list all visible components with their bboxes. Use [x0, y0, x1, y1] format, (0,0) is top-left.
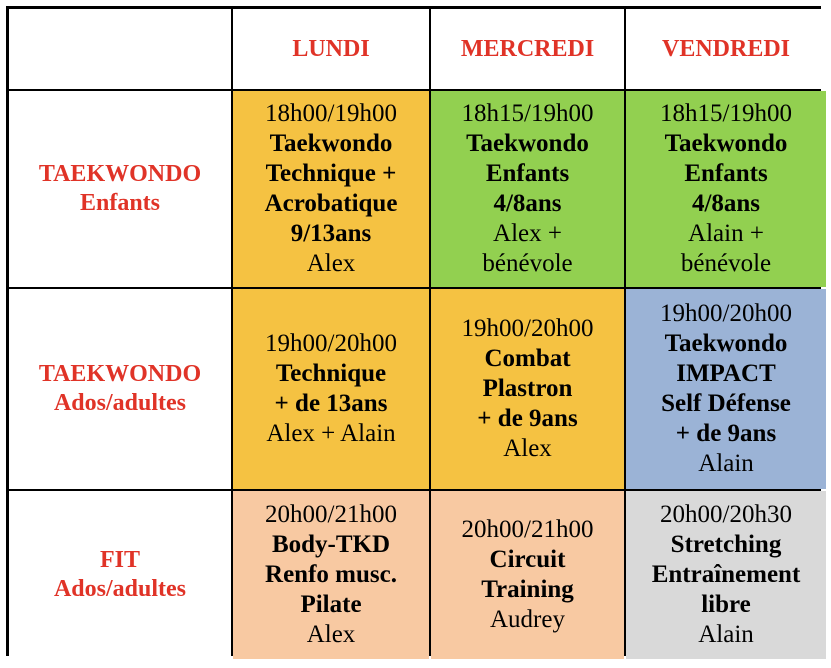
class-cell — [626, 289, 826, 489]
row-header-line: Ados/adultes — [53, 576, 187, 602]
class-coach: bénévole — [482, 250, 573, 277]
class-title-line: Training — [481, 576, 574, 603]
class-title-line: Renfo musc. — [265, 561, 397, 588]
class-title-line: Combat — [484, 345, 571, 372]
day-header-lundi: LUNDI — [233, 9, 429, 89]
schedule-table — [6, 6, 821, 656]
class-cell — [233, 289, 429, 489]
class-coach: Alex — [503, 435, 552, 462]
class-title-line: + de 13ans — [274, 390, 388, 417]
class-title-line: Circuit — [489, 546, 566, 573]
class-coach: Alex + — [493, 220, 562, 247]
class-cell — [626, 491, 826, 659]
class-title-line: Body-TKD — [271, 531, 391, 558]
class-title-line: IMPACT — [676, 360, 776, 387]
class-time: 18h15/19h00 — [660, 100, 792, 127]
row-header-fit-ados — [9, 491, 231, 659]
class-time: 19h00/20h00 — [265, 330, 397, 357]
class-title-line: Taekwondo — [466, 130, 589, 157]
class-title-line: Taekwondo — [664, 130, 788, 157]
class-title-line: Plastron — [482, 375, 573, 402]
class-title-line: Entraînement — [651, 561, 801, 588]
class-time: 19h00/20h00 — [461, 315, 594, 342]
class-cell — [431, 491, 624, 659]
class-title-line: Technique + — [265, 160, 397, 187]
class-title-line: Enfants — [684, 160, 768, 187]
class-title-line: 4/8ans — [493, 190, 562, 217]
class-title-line: Technique — [275, 360, 387, 387]
class-time: 18h00/19h00 — [265, 100, 397, 127]
class-title-line: Self Défense — [661, 390, 791, 417]
class-time: 19h00/20h00 — [660, 300, 792, 327]
class-coach: bénévole — [680, 250, 772, 277]
class-time: 18h15/19h00 — [461, 100, 594, 127]
class-title-line: Taekwondo — [269, 130, 393, 157]
class-coach: Alain — [698, 450, 754, 477]
class-title-line: Pilate — [300, 591, 362, 618]
class-cell — [626, 91, 826, 287]
class-title-line: Stretching — [670, 531, 782, 558]
class-cell — [431, 91, 624, 287]
row-header-line: TAEKWONDO — [38, 361, 202, 387]
class-title-line: Taekwondo — [664, 330, 788, 357]
class-cell — [233, 91, 429, 287]
row-header-taekwondo-enfants — [9, 91, 231, 287]
class-title-line: Enfants — [485, 160, 570, 187]
class-title-line: + de 9ans — [477, 405, 578, 432]
class-time: 20h00/20h30 — [660, 501, 792, 528]
class-cell — [431, 289, 624, 489]
class-time: 20h00/21h00 — [461, 516, 594, 543]
class-title-line: libre — [701, 591, 751, 618]
day-header-mercredi: MERCREDI — [431, 9, 624, 89]
row-header-line: FIT — [99, 547, 140, 573]
class-coach: Audrey — [490, 606, 565, 633]
day-header-vendredi: VENDREDI — [626, 9, 826, 89]
class-title-line: + de 9ans — [675, 420, 777, 447]
row-header-line: TAEKWONDO — [38, 161, 202, 187]
corner-cell — [9, 9, 231, 89]
row-header-line: Ados/adultes — [53, 390, 187, 416]
class-time: 20h00/21h00 — [265, 501, 397, 528]
row-header-taekwondo-ados — [9, 289, 231, 489]
class-coach: Alex — [306, 250, 356, 277]
class-coach: Alain + — [688, 220, 764, 247]
class-title-line: 4/8ans — [691, 190, 761, 217]
class-title-line: 9/13ans — [290, 220, 372, 247]
class-coach: Alex — [306, 621, 356, 648]
class-title-line: Acrobatique — [264, 190, 398, 217]
class-cell — [233, 491, 429, 659]
class-coach: Alain — [698, 621, 754, 648]
row-header-line: Enfants — [79, 190, 161, 216]
class-coach: Alex + Alain — [266, 420, 396, 447]
